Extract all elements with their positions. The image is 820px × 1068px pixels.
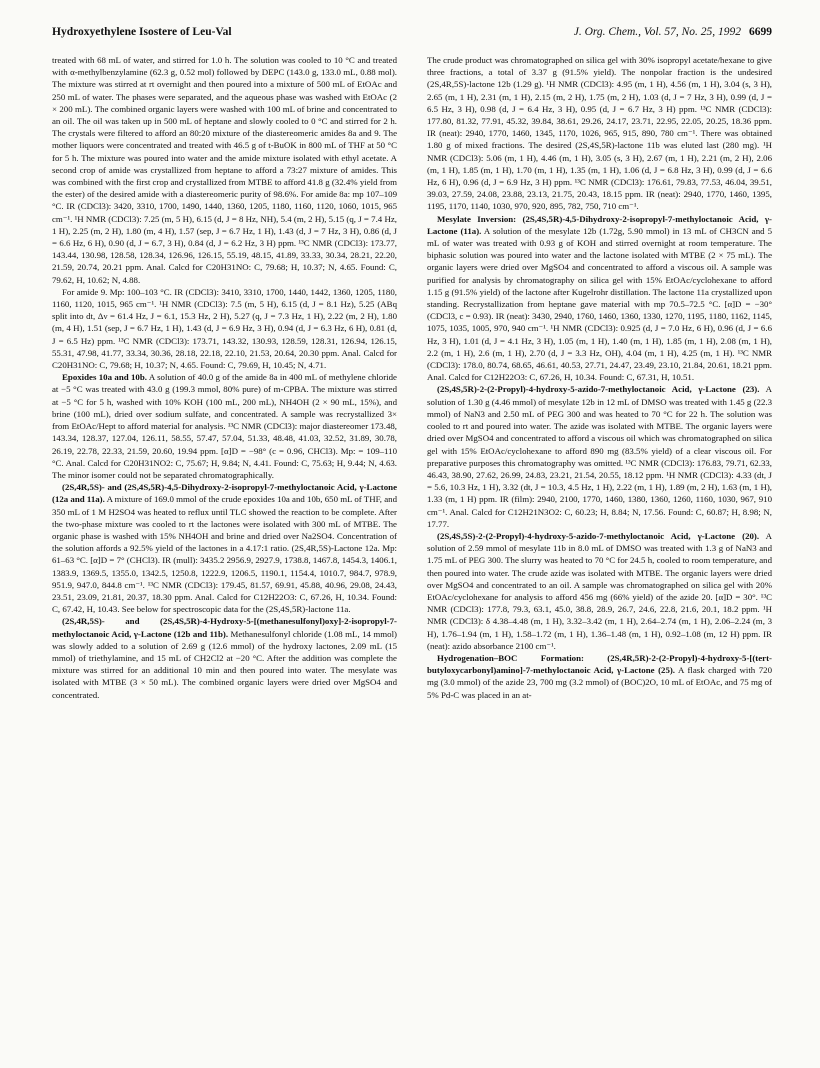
paragraph-text: A solution of 1.30 g (4.46 mmol) of mesylate 12b in 12 mL of DMSO was treated with 1.45 g (22.3 mmol) of NaN3 and 2.50 mL of PEG 300 and was heated to 70 °C for 22 h. The solution was cooled to rt and poured into water. The azide was isolated with MTBE. The organic layers were dried over MgSO4 and concentrated to afford a viscous oil which was chromatographed on silica gel with 15% EtOAc/cyclohexane to afford 890 mg (83.5% yield) of a clear viscous oil. For preparative purposes this chromatography was omitted. ¹³C NMR (CDCl3): 176.83, 79.71, 62.33, 46.43, 38.90, 27.62, 26.99, 24.83, 23.21, 21.54, 20.55, 18.12 ppm. ¹H NMR (CDCl3): 4.33 (dt, J = 5.6, 10.3 Hz, 1 H), 3.32 (dt, J = 10.3, 4.5 Hz, 1 H), 2.22 (m, 1 H), 1.89 (m, 2 H), 1.63 (m, 1 H), 1.33 (m, 1 H) ppm. IR (film): 2940, 2100, 1770, 1460, 1380, 1360, 1260, 1160, 1030, 967, 910 cm⁻¹. Anal. Calcd for C12H21N3O2: C, 60.23; H, 8.84; N, 17.56. Found: C, 60.87; H, 8.98; N, 17.77. (427, 384, 773, 529)
paragraph (427, 652, 772, 701)
paragraph (427, 383, 772, 529)
running-title: Hydroxyethylene Isostere of Leu-Val (52, 26, 232, 38)
journal-citation (574, 26, 772, 38)
run-in-heading: (2S,4R,5S)- and (2S,4S,5R)-4,5-Dihydroxy-2-isopropyl-7-methyloctanoic Acid, γ-Lactone (12a and 11a). (52, 482, 397, 505)
paragraph (52, 54, 397, 286)
paragraph-text: A flask charged with 720 mg (3.0 mmol) of the azide 23, 700 mg (3.2 mmol) of (BOC)2O, 10 mL of EtOAc, and 75 mg of 5% Pd-C was placed in an at- (427, 665, 772, 700)
run-in-heading: Mesylate Inversion: (2S,4S,5R)-4,5-Dihydroxy-2-isopropyl-7-methyloctanoic Acid, γ-Lactone (11a). (427, 213, 772, 236)
left-column (52, 54, 397, 701)
journal-name: J. Org. Chem., Vol. 57, No. 25, 1992 (573, 26, 741, 38)
run-in-heading: (2S,4R,5S)- and (2S,4S,5R)-4-Hydroxy-5-[(methanesulfonyl)oxy]-2-isopropyl-7-methyloctanoic Acid, γ-Lactone (12b and 11b). (52, 616, 397, 639)
two-column-body (52, 54, 772, 701)
paragraph-text: A solution of the mesylate 12b (1.72g, 5.90 mmol) in 13 mL of CH3CN and 5 mL of water was treated with 0.93 g of KOH and stirred overnight at room temperature. The biphasic solution was poured into water and the lactone isolated with MTBE (2 × 75 mL). The organic layers were dried over MgSO4 and concentrated to afford a viscous oil. A sample was purified for analysis by chromatography on silica gel with 15% EtOAc/cyclohexane to afford 1.15 g (91.5% yield) of the lactone after Kugelrohr distillation. The lactone 11a crystallized upon standing. Recrystallization from heptane gave material with mp 70.5–72.5 °C. [α]D = −30° (CDCl3, c = 0.93). IR (neat): 3430, 2940, 1760, 1460, 1360, 1330, 1270, 1195, 1180, 1162, 1145, 1075, 1035, 1005, 970, 940 cm⁻¹. ¹H NMR (CDCl3): 0.925 (d, J = 7.0 Hz, 6 H), 0.96 (d, J = 6.6 Hz, 3 H), 1.01 (d, J = 4.1 Hz, 3 H), 1.05 (m, 1 H), 1.40 (m, 1 H), 1.85 (m, 1 H), 2.08 (m, 1 H), 2.2 (m, 1 H), 2.6 (m, 1 H), 2.70 (d, J = 3.3 Hz, OH), 4.04 (m, 1 H), 4.25 (m, 1 H). ¹³C NMR (CDCl3): 178.0, 80.74, 68.65, 46.61, 40.53, 27.71, 24.47, 23.49, 23.10, 21.84, 20.61, 18.21 ppm. Anal. Calcd for C12H22O3: C, 67.26, H, 10.34. Found: C, 67.31, H, 10.51. (427, 225, 773, 383)
paragraph (427, 213, 772, 384)
run-in-heading: (2S,4S,5R)-2-(2-Propyl)-4-hydroxy-5-azido-7-methyloctanoic Acid, γ-Lactone (23). (437, 384, 760, 395)
run-in-heading: Epoxides 10a and 10b. (62, 372, 147, 383)
paragraph-text: A solution of 40.0 g of the amide 8a in 400 mL of methylene chloride at −5 °C was treated with 43.0 g (199.3 mmol, 80% pure) of m-CPBA. The mixture was stirred at −5 °C for 5 h, washed with 10% KOH (100 mL, 200 mL), NH4OH (2 × 90 mL, 15%), and brine (100 mL), dried over sodium sulfate, and concentrated. A sample was recrystallized 3× from EtOAc/Hept to afford material for analysis. ¹³C NMR (CDCl3): major diastereomer 173.48, 143.34, 128.37, 127.04, 126.11, 58.55, 57.47, 57.04, 51.33, 48.48, 41.03, 32.52, 31.89, 30.78, 26.19, 22.78, 22.33, 21.59, 20.60, 19.94 ppm. [α]D = −98° (c = 0.96, CHCl3). Mp: = 109–110 °C. Anal. Calcd for C20H31NO2: C, 75.67; H, 9.84; N, 4.41. Found: C, 75.63; H, 9.44; N, 4.63. The minor isomer could not be separated chromatographically. (52, 372, 397, 480)
run-in-heading: (2S,4S,5S)-2-(2-Propyl)-4-hydroxy-5-azido-7-methyloctanoic Acid, γ-Lactone (20). (437, 530, 760, 541)
paragraph-text: A mixture of 169.0 mmol of the crude epoxides 10a and 10b, 650 mL of THF, and 350 mL of 1 M H2SO4 was heated to reflux until TLC showed the reaction to be complete. After the two-phase mixture was cooled to rt the lactones were isolated with 300 mL of MTBE. The organic phase is washed with 15% NH4OH and brine and dried over Na2SO4. Concentration of the solution affords a 92.5% yield of the lactones in a 4.17:1 ratio. (2S,4R,5S)-Lactone 12a. Mp: 61–63 °C. [α]D = 7° (CHCl3). IR (mull): 3435.2 2956.9, 2927.9, 1738.8, 1467.8, 1454.3, 1406.1, 1383.9, 1369.5, 1355.0, 1342.5, 1250.8, 1222.9, 1206.5, 1190.1, 1154.4, 1010.7, 984.7, 978.9, 951.9, 947.0, 844.8 cm⁻¹. ¹³C NMR (CDCl3): 179.45, 81.57, 69.91, 45.88, 40.96, 29.08, 24.43, 23.51, 23.09, 21.81, 20.37, 18.30 ppm. Anal. Calcd for C12H22O3: C, 67.26, H, 10.34. Found: C, 67.42, H, 10.43. See below for spectroscopic data for the (2S,4S,5R)-lactone 11a. (52, 494, 397, 615)
run-in-heading: Hydrogenation–BOC Formation: (2S,4R,5R)-2-(2-Propyl)-4-hydroxy-5-[(tert-butyloxycarbonyl)amino]-7-methyloctanoic Acid, γ-Lactone (25). (427, 652, 772, 676)
paragraph (427, 54, 772, 213)
paragraph (52, 615, 397, 700)
paragraph-text: For amide 9. Mp: 100–103 °C. IR (CDCl3): 3410, 3310, 1700, 1440, 1442, 1360, 1205, 1180, 1160, 1120, 1015, 965 cm⁻¹. ¹H NMR (CDCl3): 7.5 (m, 5 H), 6.15 (d, J = 8.1 Hz), 5.25 (ABq split into dt, Δν = 61.4 Hz, J = 6.1, 15.3 Hz, 2 H), 5.27 (q, J = 7.3 Hz, 1 H), 2.22 (m, 2 H), 1.80 (m, 4 H), 1.51 (sep, J = 6.7 Hz, 1 H), 1.43 (d, J = 6.9 Hz, 3 H), 0.94 (d, J = 6.3 Hz, 6 H), 0.81 (d, J = 6.5 Hz) ppm. ¹³C NMR (CDCl3): 173.71, 143.32, 130.93, 128.59, 128.31, 126.94, 126.15, 55.31, 47.98, 41.77, 33.34, 30.36, 28.18, 22.18, 22.10, 21.53, 20.64, 20.30 ppm. Anal. Calcd for C20H31NO: C, 79.68; H, 10.37; N, 4.65. Found: C, 79.69, H, 10.45; N, 4.71. (52, 286, 397, 371)
page-number: 6699 (749, 26, 772, 38)
right-column (427, 54, 772, 701)
running-header (52, 26, 772, 46)
paragraph-text: treated with 68 mL of water, and stirred for 1.0 h. The solution was cooled to 10 °C and treated with α-methylbenzylamine (62.3 g, 0.52 mol) followed by DEPC (143.0 g, 133.0 mL, 0.88 mol). The mixture was stirred at rt overnight and then poured into a mixture of 500 mL of EtOAc and 250 mL of water. The phases were separated, and the aqueous phase was washed with EtOAc (2 × 200 mL). The combined organic layers were washed with 100 mL of brine and concentrated to an oil. The oil was taken up in 500 mL of heptane and slowly cooled to 0 °C and stirred for 2 h. The crystals were filtered to afford an 80:20 mixture of the diastereomeric amides 8a and 9. The mother liquors were concentrated and treated with 46.5 g of t-BuOK in 800 mL of THF at 50 °C for 5 h. The mixture was poured into water and the amide mixture isolated with ethyl acetate. A second crop of amide was crystallized from heptane to afford a 73:27 mixture of amides. This was combined with the first crop and crystallized from MTBE to afford 41.8 g (32.4% yield from the ester) of the desired amide with a diastereomeric purity of 98.6%. For amide 8a: mp 107–109 °C. IR (CDCl3): 3420, 3310, 1700, 1490, 1440, 1360, 1205, 1180, 1160, 1120, 1060, 1015, 965 cm⁻¹. ¹H NMR (CDCl3): 7.25 (m, 5 H), 6.15 (d, J = 8 Hz, NH), 5.4 (m, 2 H), 5.15 (q, J = 7.4 Hz, 1 H), 2.25 (m, 2 H), 1.80 (m, 4 H), 1.57 (sep, J = 6.7 Hz, 1 H), 1.43 (d, J = 7 Hz, 3 H), 0.86 (d, J = 6.6 Hz, 6 H), 0.90 (d, J = 6.7, 3 H), 0.84 (d, J = 6.2 Hz, 3 H) ppm. ¹³C NMR (CDCl3): 173.77, 143.44, 130.98, 128.58, 128.34, 126.96, 126.15, 55.19, 48.15, 41.89, 33.33, 30.34, 28.21, 22.20, 21.59, 20.74, 20.21 ppm. Anal. Calcd for C20H31NO: C, 79.68; H, 10.37; N, 4.65. Found: C, 79.62, H, 10.62; N, 4.88. (52, 55, 397, 285)
paragraph-text: The crude product was chromatographed on silica gel with 30% isopropyl acetate/hexane to give three fractions, a total of 3.37 g (91.5% yield). The nonpolar fraction is the undesired (2S,4R,5S)-lactone 12b (1.29 g). ¹H NMR (CDCl3): 4.95 (m, 1 H), 4.56 (m, 1 H), 3.04 (s, 3 H), 2.65 (m, 1 H), 2.31 (m, 1 H), 2.15 (m, 2 H), 1.75 (m, 2 H), 1.03 (d, J = 7 Hz, 3 H), 0.99 (d, J = 6.5 Hz, 3 H), 0.98 (d, J = 6.4 Hz, 3 H), 0.95 (d, J = 6.7 Hz, 3 H) ppm. ¹³C NMR (CDCl3): 177.80, 81.32, 77.91, 45.32, 39.84, 38.61, 29.26, 24.17, 23.71, 22.95, 22.05, 20.25, 18.36 ppm. IR (neat): 2940, 1770, 1460, 1345, 1170, 1026, 965, 915, 890, 780 cm⁻¹. There was obtained 1.80 g of mixed fractions. The desired (2S,4S,5R)-lactone 11b was eluted last (280 mg). ¹H NMR (CDCl3): 5.06 (m, 1 H), 4.46 (m, 1 H), 3.05 (s, 3 H), 2.67 (m, 1 H), 2.21 (m, 2 H), 2.06 (m, 1 H), 1.85 (m, 1 H), 1.70 (m, 1 H), 1.35 (m, 1 H), 1.06 (d, J = 6.8 Hz, 3 H), 0.99 (d, J = 6.6 Hz, 6 H), 0.96 (d, J = 6.9 Hz, 3 H) ppm. ¹³C NMR (CDCl3): 176.61, 79.83, 77.53, 46.04, 39.51, 39.03, 27.59, 24.08, 23.88, 23.13, 21.75, 20.43, 18.15 ppm. IR (neat): 2940, 1770, 1460, 1395, 1195, 1170, 1140, 1030, 970, 920, 895, 782, 750, 710 cm⁻¹. (427, 55, 772, 212)
paragraph-text: Methanesulfonyl chloride (1.08 mL, 14 mmol) was slowly added to a solution of 2.69 g (12.6 mmol) of the hydroxy lactones, 2.09 mL (15 mmol) of triethylamine, and 15 mL of CH2Cl2 at −20 °C. After the addition was complete the mixture was stirred for an additional 10 min and then poured into water. The mesylate was isolated with MTBE (3 × 50 mL). The combined organic layers were dried over MgSO4 and concentrated. (52, 628, 397, 700)
paragraph (52, 481, 397, 615)
paragraph (52, 371, 397, 481)
paragraph (52, 286, 397, 371)
paragraph (427, 530, 772, 652)
paragraph-text: A solution of 2.59 mmol of mesylate 11b in 8.0 mL of DMSO was treated with 1.3 g of NaN3 and 1.75 mL of PEG 300. The slurry was heated to 70 °C for 24.5 h, cooled to room temperature, and then poured into water. The crude azide was isolated with MTBE. The organic layers were dried over MgSO4 and concentrated to an oil. A sample was chromatographed on silica gel with 20% EtOAc/cyclohexane for analysis to afford 456 mg (66% yield) of the azide 20. [α]D = 30°. ¹³C NMR (CDCl3): 177.8, 79.3, 63.1, 45.0, 38.8, 28.9, 26.7, 24.6, 22.8, 21.6, 20.1, 18.2 ppm. ¹H NMR (CDCl3): δ 4.38–4.48 (m, 1 H), 3.32–3.42 (m, 1 H), 2.64–2.74 (m, 1 H), 2.06–2.24 (m, 3 H), 1.76–1.94 (m, 1 H), 1.58–1.72 (m, 1 H), 1.36–1.48 (m, 1 H), 0.92–1.08 (m, 12 H) ppm. IR (neat): azido absorbance 2100 cm⁻¹. (427, 530, 772, 651)
